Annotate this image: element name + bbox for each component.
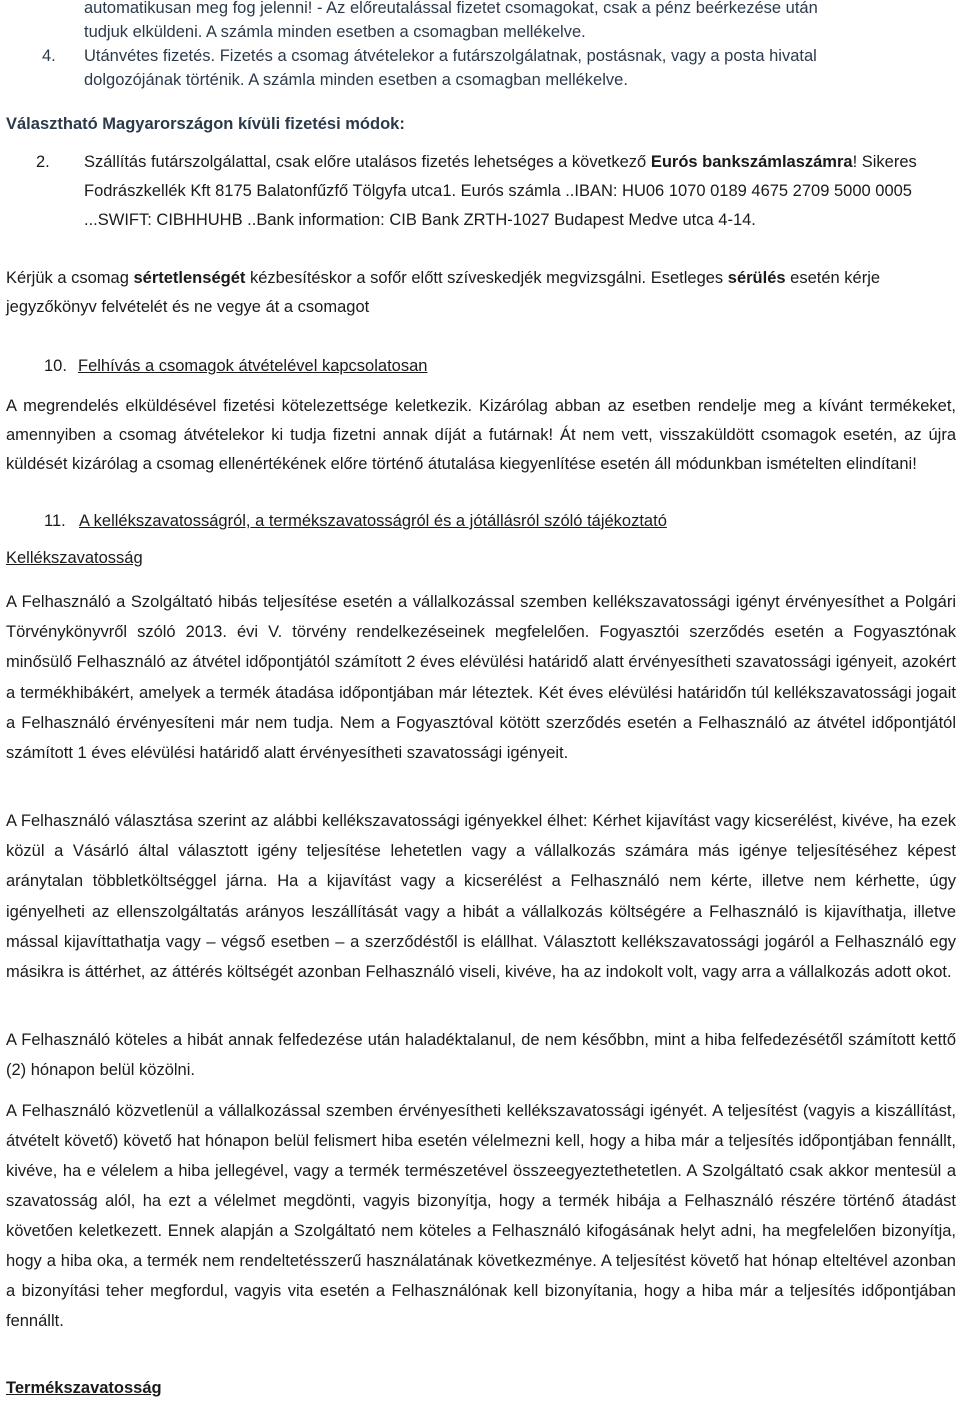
item-4-line-1: Utánvétes fizetés. Fizetés a csomag átvételekor a futárszolgálatnak, postásnak, vagy a posta hivatal <box>84 47 817 65</box>
section-11-paragraph-2: A Felhasználó választása szerint az alábbi kellékszavatossági igényekkel élhet: Kérhet kijavítást vagy kicserélést, kivéve, ha ezek közül a Vásárló által választott igény teljesítése lehetetlen vagy a vállalkozás számára más igénye teljesítéséhez képest aránytalan többletköltséggel járna. Ha a kijavítást vagy a kicserélést a Felhasználó nem kérte, illetve nem kérhette, úgy igényelheti az ellenszolgáltatás arányos leszállítását vagy a hibát a vállalkozás költségére a Felhasználó is kijavíthatja, illetve mással kijavíttathatja vagy – végső esetben – a szerződéstől is elállhat. Választott kellékszavatossági jogáról a Felhasználó egy másikra is áttérhet, az áttérés költségét azonban Felhasználó viseli, kivéve, ha az indokolt volt, vagy arra a vállalkozás adott okot. <box>6 812 956 982</box>
inspection-text-2: kézbesítéskor a sofőr előtt szíveskedjék megvizsgálni. Esetleges <box>245 269 728 287</box>
item-4-line-2: dolgozójának történik. A számla minden esetben a csomagban mellékelve. <box>84 71 628 89</box>
item-2-number: 2. <box>36 153 50 171</box>
section-11-heading <box>6 507 956 536</box>
inspection-bold-1: sértetlenségét <box>133 269 246 287</box>
item-4-number: 4. <box>42 47 56 65</box>
inspection-text-3: esetén kérje jegyzőkönyv felvételét és ne vegye át a csomagot <box>6 269 881 316</box>
section-11-paragraph-3: A Felhasználó köteles a hibát annak felfedezése után haladéktalanul, de nem későbbn, mint a hiba felfedezésétől számított kettő (2) hónapon belül közölni. <box>6 1031 956 1079</box>
subheading-termekszavatossag: Termékszavatosság <box>6 1379 162 1397</box>
section-11-number: 11. <box>44 512 66 530</box>
foreign-payment-item-2 <box>6 148 956 235</box>
inspection-bold-2: sérülés <box>727 269 786 287</box>
section-11-paragraph-4: A Felhasználó közvetlenül a vállalkozással szemben érvényesítheti kellékszavatossági igényét. A teljesítést (vagyis a kiszállítást, átvételt követő) követő hat hónapon belül felismert hiba esetén vélelmezni kell, hogy a hiba már a teljesítés időpontjában fennállt, kivéve, ha e vélelem a hiba jellegével, vagy a termék természetével összeegyeztethetetlen. A Szolgáltató csak akkor mentesül a szavatosság alól, ha ezt a vélelmet megdönti, vagyis bizonyítja, hogy a termék hibája a Felhasználó részére történő átadást követően keletkezett. Ennek alapján a Szolgáltató nem köteles a Felhasználó kifogásának helyt adni, ha megfelelően bizonyítja, hogy a hiba oka, a termék nem rendeltetésszerű használatának következménye. A teljesítést követő hat hónap elteltével azonban a bizonyítási teher megfordul, vagyis vita esetén a Felhasználónak kell bizonyítania, hogy a hiba már a teljesítés időpontjában fennállt. <box>6 1102 956 1330</box>
inspection-notice <box>6 264 956 322</box>
item-2-text-2: ! Sikeres Fodrászkellék Kft 8175 Balatonfűzfő Tölgyfa utca1. Eurós számla ..IBAN: HU06 1070 0189 4675 2709 5000 0005 ...SWIFT: CIBHHUHB ..Bank information: CIB Bank ZRTH-1027 Budapest Medve utca 4-14. <box>84 153 917 229</box>
inspection-text-1: Kérjük a csomag <box>6 269 134 287</box>
intro-text <box>84 0 956 44</box>
item-2-text-1: Szállítás futárszolgálattal, csak előre utalásos fizetés lehetséges a következő <box>84 153 651 171</box>
section-10-heading <box>6 352 956 381</box>
section-11-title: A kellékszavatosságról, a termékszavatosságról és a jótállásról szóló tájékoztató <box>79 512 667 530</box>
section-10-number: 10. <box>44 357 67 375</box>
item-2-bank-account: Eurós bankszámlaszámra <box>650 153 853 171</box>
intro-line-2: tudjuk elküldeni. A számla minden esetben a csomagban mellékelve. <box>84 23 586 41</box>
intro-line-1: automatikusan meg fog jelenni! - Az előreutalással fizetet csomagokat, csak a pénz beérkezése után <box>84 0 818 17</box>
section-10-title: Felhívás a csomagok átvételével kapcsolatosan <box>78 357 428 375</box>
foreign-payment-heading: Választható Magyarországon kívüli fizetési módok: <box>6 115 405 133</box>
section-11-paragraph-1: A Felhasználó a Szolgáltató hibás teljesítése esetén a vállalkozással szemben kellékszavatossági igényt érvényesíthet a Polgári Törvénykönyvről szóló 2013. évi V. törvény rendelkezéseinek megfelelően. Fogyasztói szerződés esetén a Fogyasztónak minősülő Felhasználó az átvétel időpontjától számított 2 éves elévülési határidő alatt érvényesítheti szavatossági igényeit, azokért a termékhibákért, amelyek a termék átadása időpontjában már léteztek. Két éves elévülési határidőn túl kellékszavatossági jogait a Felhasználó érvényesíteni már nem tudja. Nem a Fogyasztóval kötött szerződés esetén a Felhasználó az átvétel időpontjától számított 1 éves elévülési határidő alatt érvényesítheti szavatossági igényeit. <box>6 593 956 763</box>
section-10-body: A megrendelés elküldésével fizetési kötelezettsége keletkezik. Kizárólag abban az esetben rendelje meg a kívánt termékeket, amennyiben a csomag átvételekor ki tudja fizetni annak díját a futárnak! Át nem vett, visszaküldött csomagok esetén, az újra küldését kizárólag a csomag ellenértékének előre történő átutalása kiegyenlítése esetén áll módunkban ismételten elindítani! <box>6 397 956 473</box>
payment-item-4 <box>6 44 956 92</box>
subheading-kellekszavatossag: Kellékszavatosság <box>6 549 143 567</box>
